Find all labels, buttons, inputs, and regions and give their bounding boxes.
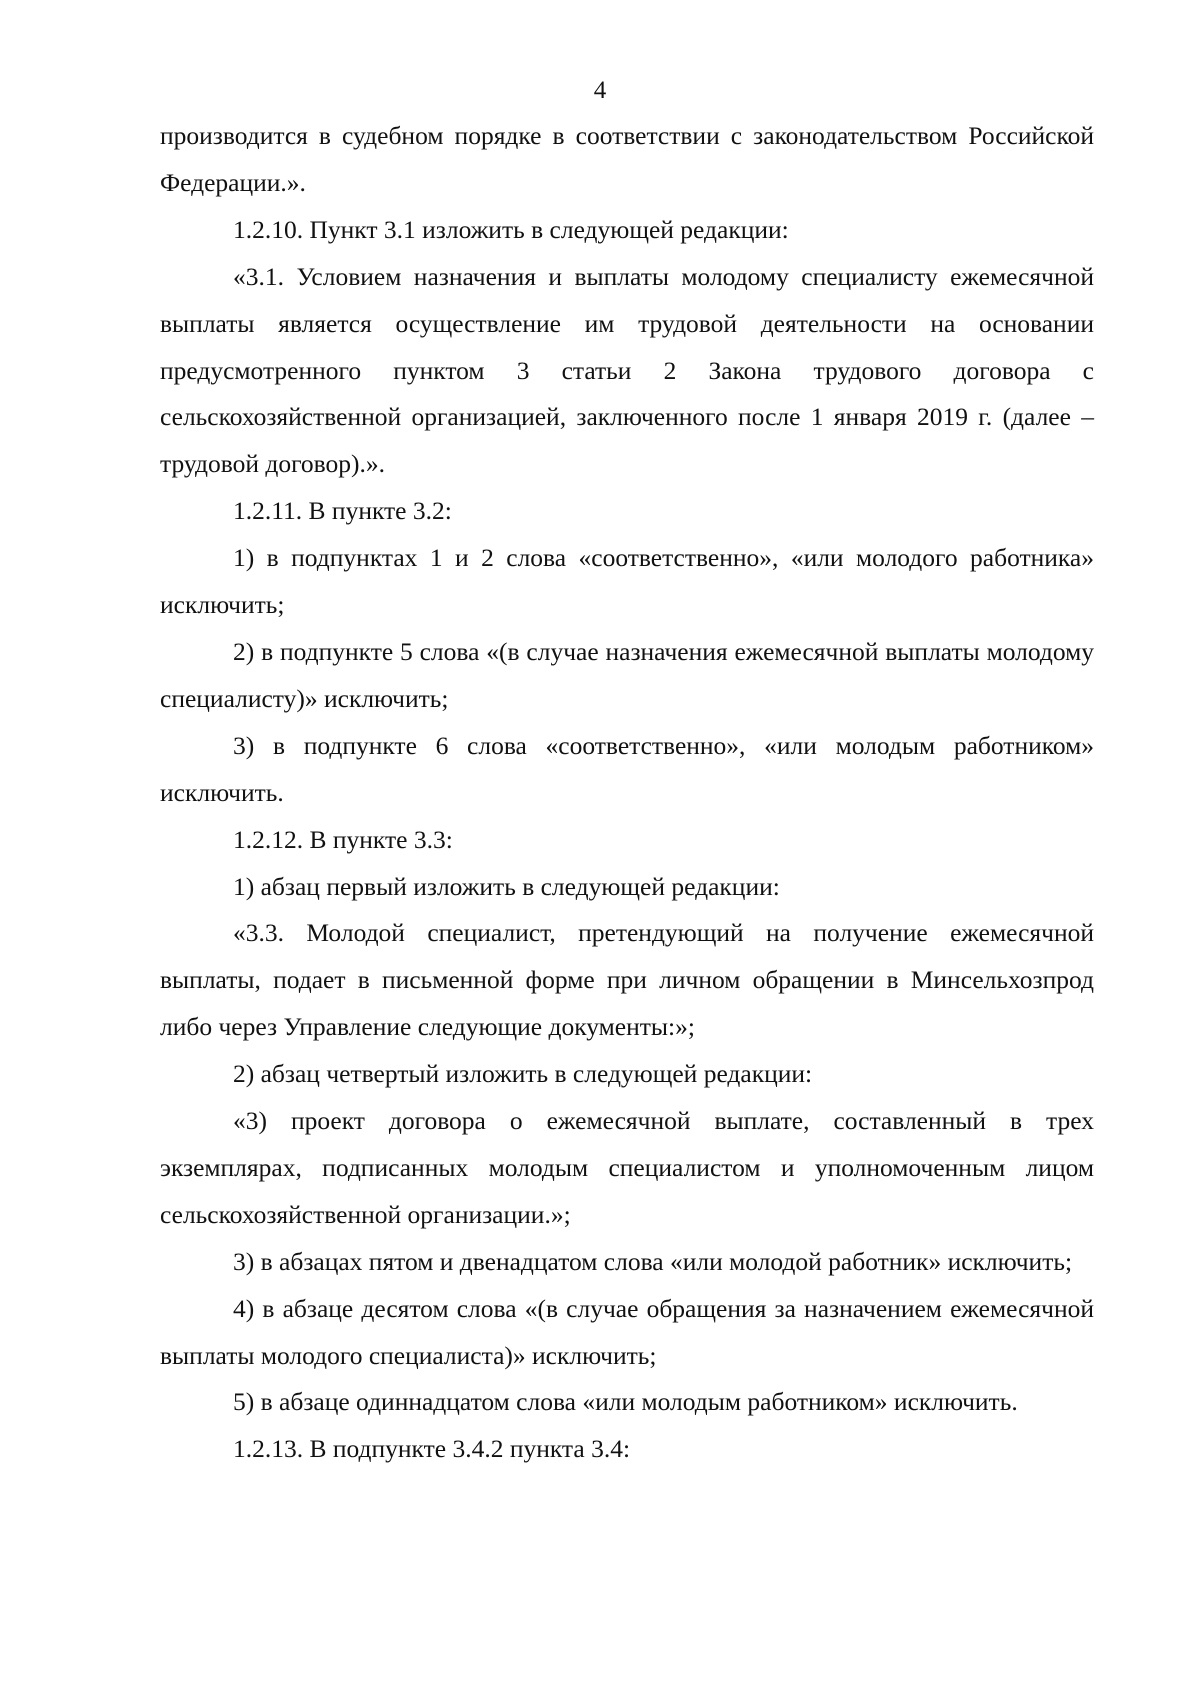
paragraph-1-2-13: 1.2.13. В подпункте 3.4.2 пункта 3.4: [233,1434,631,1464]
paragraph-item-4: 4) в абзаце десятом слова «(в случае обращения за назначением ежемесячной выплаты молодого специалиста)» исключить; [160,1293,1094,1370]
page-number: 4 [593,77,607,104]
paragraph-item-3-b: 3) в абзацах пятом и двенадцатом слова «или молодой работник» исключить; [233,1246,1073,1276]
paragraph-item-2: 2) в подпункте 5 слова «(в случае назначения ежемесячной выплаты молодому специалисту)» исключить; [160,636,1094,713]
paragraph-quote-3: «3) проект договора о ежемесячной выплате, составленный в трех экземплярах, подписанных молодым специалистом и уполномоченным лицом сельскохозяйственной организации.»; [160,1106,1094,1229]
paragraph-3-1-text: «3.1. Условием назначения и выплаты молодому специалисту ежемесячной выплаты является осуществление им трудовой деятельности на основании предусмотренного пунктом 3 статьи 2 Закона трудового договора с сельскохозяйственной организацией, заключенного после 1 января 2019 г. (далее – трудовой договор).». [160,261,1094,479]
paragraph-3-3-text: «3.3. Молодой специалист, претендующий на получение ежемесячной выплаты, подает в письменной форме при личном обращении в Минсельхозпрод либо через Управление следующие документы:»; [160,918,1094,1042]
paragraph-item-2-b: 2) абзац четвертый изложить в следующей редакции: [233,1059,813,1089]
paragraph-1-2-11: 1.2.11. В пункте 3.2: [233,496,452,526]
document-body [160,113,1094,1473]
paragraph-item-3: 3) в подпункте 6 слова «соответственно», «или молодым работником» исключить. [160,730,1094,807]
paragraph-item-1-b: 1) абзац первый изложить в следующей редакции: [233,871,780,901]
paragraph-continuation: производится в судебном порядке в соответствии с законодательством Российской Федерации.». [160,121,1094,197]
paragraph-1-2-10: 1.2.10. Пункт 3.1 изложить в следующей редакции: [233,214,789,244]
paragraph-1-2-12: 1.2.12. В пункте 3.3: [233,824,453,854]
paragraph-item-5: 5) в абзаце одиннадцатом слова «или молодым работником» исключить. [233,1387,1018,1417]
paragraph-item-1: 1) в подпунктах 1 и 2 слова «соответственно», «или молодого работника» исключить; [160,543,1094,620]
